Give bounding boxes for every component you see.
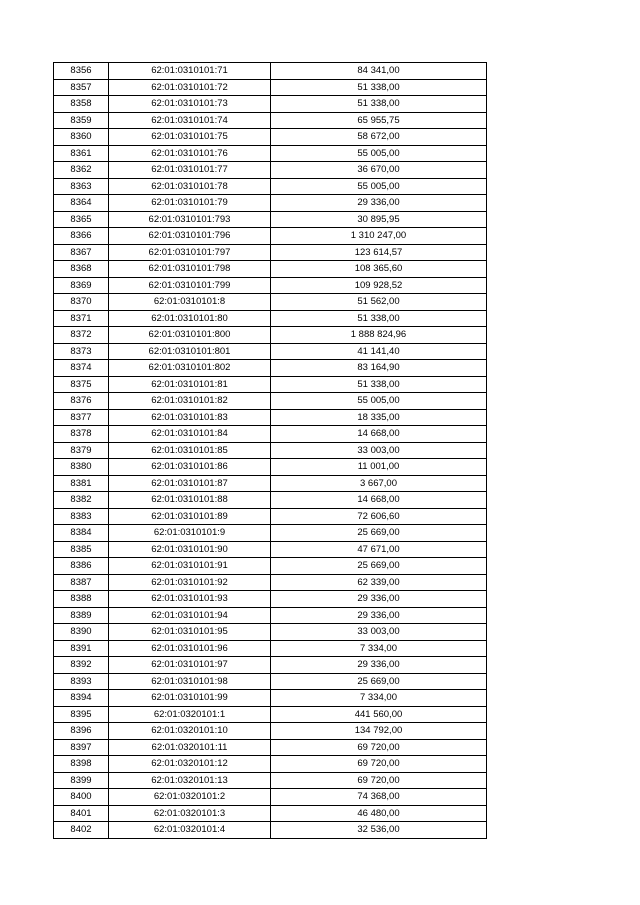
row-number-cell: 8388: [54, 591, 109, 608]
table-row: [54, 360, 487, 377]
cadastral-number-cell: 62:01:0310101:88: [109, 492, 271, 509]
cadastral-number-cell: 62:01:0310101:82: [109, 393, 271, 410]
cadastral-value-cell: 55 005,00: [271, 393, 487, 410]
cadastral-value-cell: 65 955,75: [271, 112, 487, 129]
cadastral-number-cell: 62:01:0310101:80: [109, 310, 271, 327]
table-row: [54, 723, 487, 740]
row-number-cell: 8389: [54, 607, 109, 624]
row-number-cell: 8378: [54, 426, 109, 443]
cadastral-number-cell: 62:01:0310101:86: [109, 459, 271, 476]
row-number-cell: 8381: [54, 475, 109, 492]
cadastral-value-cell: 123 614,57: [271, 244, 487, 261]
row-number-cell: 8397: [54, 739, 109, 756]
cadastral-number-cell: 62:01:0310101:8: [109, 294, 271, 311]
table-row: [54, 63, 487, 80]
row-number-cell: 8386: [54, 558, 109, 575]
row-number-cell: 8361: [54, 145, 109, 162]
cadastral-value-cell: 55 005,00: [271, 145, 487, 162]
cadastral-number-cell: 62:01:0310101:793: [109, 211, 271, 228]
cadastral-value-cell: 18 335,00: [271, 409, 487, 426]
row-number-cell: 8392: [54, 657, 109, 674]
cadastral-number-cell: 62:01:0310101:71: [109, 63, 271, 80]
cadastral-number-cell: 62:01:0310101:93: [109, 591, 271, 608]
cadastral-number-cell: 62:01:0310101:95: [109, 624, 271, 641]
table-row: [54, 96, 487, 113]
table-row: [54, 426, 487, 443]
cadastral-number-cell: 62:01:0310101:74: [109, 112, 271, 129]
cadastral-value-cell: 51 338,00: [271, 96, 487, 113]
cadastral-number-cell: 62:01:0310101:802: [109, 360, 271, 377]
row-number-cell: 8366: [54, 228, 109, 245]
row-number-cell: 8395: [54, 706, 109, 723]
row-number-cell: 8379: [54, 442, 109, 459]
cadastral-number-cell: 62:01:0320101:1: [109, 706, 271, 723]
table-row: [54, 772, 487, 789]
table-row: [54, 112, 487, 129]
row-number-cell: 8391: [54, 640, 109, 657]
cadastral-value-cell: 1 888 824,96: [271, 327, 487, 344]
table-row: [54, 789, 487, 806]
cadastral-value-cell: 7 334,00: [271, 690, 487, 707]
table-row: [54, 442, 487, 459]
cadastral-number-cell: 62:01:0310101:75: [109, 129, 271, 146]
table-row: [54, 261, 487, 278]
row-number-cell: 8375: [54, 376, 109, 393]
row-number-cell: 8367: [54, 244, 109, 261]
row-number-cell: 8365: [54, 211, 109, 228]
cadastral-number-cell: 62:01:0310101:96: [109, 640, 271, 657]
table-row: [54, 145, 487, 162]
cadastral-value-cell: 47 671,00: [271, 541, 487, 558]
row-number-cell: 8396: [54, 723, 109, 740]
row-number-cell: 8358: [54, 96, 109, 113]
table-row: [54, 294, 487, 311]
cadastral-number-cell: 62:01:0310101:77: [109, 162, 271, 179]
table-row: [54, 393, 487, 410]
table-row: [54, 624, 487, 641]
cadastral-number-cell: 62:01:0310101:800: [109, 327, 271, 344]
cadastral-number-cell: 62:01:0310101:797: [109, 244, 271, 261]
table-row: [54, 459, 487, 476]
table-row: [54, 640, 487, 657]
cadastral-value-cell: 46 480,00: [271, 805, 487, 822]
cadastral-value-cell: 14 668,00: [271, 426, 487, 443]
cadastral-value-cell: 32 536,00: [271, 822, 487, 839]
cadastral-number-cell: 62:01:0310101:83: [109, 409, 271, 426]
cadastral-number-cell: 62:01:0310101:76: [109, 145, 271, 162]
table-row: [54, 607, 487, 624]
table-row: [54, 475, 487, 492]
cadastral-value-cell: 51 338,00: [271, 376, 487, 393]
table-row: [54, 492, 487, 509]
cadastral-number-cell: 62:01:0310101:92: [109, 574, 271, 591]
cadastral-value-cell: 69 720,00: [271, 739, 487, 756]
cadastral-value-cell: 62 339,00: [271, 574, 487, 591]
row-number-cell: 8363: [54, 178, 109, 195]
table-row: [54, 195, 487, 212]
cadastral-value-cell: 33 003,00: [271, 624, 487, 641]
table-row: [54, 327, 487, 344]
table-row: [54, 244, 487, 261]
cadastral-number-cell: 62:01:0320101:2: [109, 789, 271, 806]
row-number-cell: 8360: [54, 129, 109, 146]
row-number-cell: 8373: [54, 343, 109, 360]
cadastral-value-cell: 55 005,00: [271, 178, 487, 195]
cadastral-value-cell: 51 562,00: [271, 294, 487, 311]
table-row: [54, 162, 487, 179]
row-number-cell: 8387: [54, 574, 109, 591]
cadastral-value-cell: 1 310 247,00: [271, 228, 487, 245]
cadastral-number-cell: 62:01:0310101:78: [109, 178, 271, 195]
table-row: [54, 228, 487, 245]
table-body: [54, 63, 487, 839]
cadastral-value-cell: 84 341,00: [271, 63, 487, 80]
table-row: [54, 310, 487, 327]
cadastral-value-cell: 33 003,00: [271, 442, 487, 459]
cadastral-number-cell: 62:01:0320101:13: [109, 772, 271, 789]
table-row: [54, 739, 487, 756]
row-number-cell: 8362: [54, 162, 109, 179]
row-number-cell: 8382: [54, 492, 109, 509]
cadastral-number-cell: 62:01:0310101:73: [109, 96, 271, 113]
cadastral-value-cell: 29 336,00: [271, 607, 487, 624]
cadastral-number-cell: 62:01:0310101:84: [109, 426, 271, 443]
table-row: [54, 277, 487, 294]
table-row: [54, 805, 487, 822]
table-row: [54, 673, 487, 690]
cadastral-number-cell: 62:01:0310101:94: [109, 607, 271, 624]
cadastral-number-cell: 62:01:0320101:3: [109, 805, 271, 822]
row-number-cell: 8398: [54, 756, 109, 773]
cadastral-number-cell: 62:01:0320101:4: [109, 822, 271, 839]
row-number-cell: 8393: [54, 673, 109, 690]
row-number-cell: 8376: [54, 393, 109, 410]
row-number-cell: 8390: [54, 624, 109, 641]
cadastral-number-cell: 62:01:0310101:98: [109, 673, 271, 690]
cadastral-number-cell: 62:01:0310101:79: [109, 195, 271, 212]
cadastral-number-cell: 62:01:0310101:801: [109, 343, 271, 360]
cadastral-value-table: [53, 62, 487, 839]
cadastral-value-cell: 29 336,00: [271, 591, 487, 608]
cadastral-number-cell: 62:01:0310101:87: [109, 475, 271, 492]
cadastral-number-cell: 62:01:0310101:81: [109, 376, 271, 393]
cadastral-value-cell: 72 606,60: [271, 508, 487, 525]
row-number-cell: 8384: [54, 525, 109, 542]
row-number-cell: 8364: [54, 195, 109, 212]
cadastral-value-cell: 7 334,00: [271, 640, 487, 657]
row-number-cell: 8385: [54, 541, 109, 558]
cadastral-number-cell: 62:01:0310101:97: [109, 657, 271, 674]
cadastral-value-cell: 108 365,60: [271, 261, 487, 278]
row-number-cell: 8371: [54, 310, 109, 327]
row-number-cell: 8380: [54, 459, 109, 476]
row-number-cell: 8374: [54, 360, 109, 377]
table-row: [54, 508, 487, 525]
cadastral-value-cell: 109 928,52: [271, 277, 487, 294]
row-number-cell: 8402: [54, 822, 109, 839]
cadastral-value-cell: 41 141,40: [271, 343, 487, 360]
cadastral-number-cell: 62:01:0320101:11: [109, 739, 271, 756]
cadastral-value-cell: 74 368,00: [271, 789, 487, 806]
table-row: [54, 541, 487, 558]
table-row: [54, 409, 487, 426]
row-number-cell: 8359: [54, 112, 109, 129]
row-number-cell: 8356: [54, 63, 109, 80]
cadastral-value-cell: 29 336,00: [271, 195, 487, 212]
row-number-cell: 8401: [54, 805, 109, 822]
cadastral-number-cell: 62:01:0310101:85: [109, 442, 271, 459]
table-row: [54, 756, 487, 773]
table-row: [54, 657, 487, 674]
cadastral-number-cell: 62:01:0310101:99: [109, 690, 271, 707]
cadastral-value-cell: 3 667,00: [271, 475, 487, 492]
cadastral-value-cell: 58 672,00: [271, 129, 487, 146]
cadastral-value-cell: 51 338,00: [271, 79, 487, 96]
cadastral-value-cell: 11 001,00: [271, 459, 487, 476]
row-number-cell: 8368: [54, 261, 109, 278]
cadastral-number-cell: 62:01:0310101:9: [109, 525, 271, 542]
cadastral-number-cell: 62:01:0320101:10: [109, 723, 271, 740]
table-row: [54, 574, 487, 591]
cadastral-value-cell: 83 164,90: [271, 360, 487, 377]
cadastral-number-cell: 62:01:0310101:72: [109, 79, 271, 96]
row-number-cell: 8394: [54, 690, 109, 707]
cadastral-number-cell: 62:01:0310101:796: [109, 228, 271, 245]
cadastral-value-cell: 441 560,00: [271, 706, 487, 723]
row-number-cell: 8383: [54, 508, 109, 525]
table-row: [54, 129, 487, 146]
cadastral-number-cell: 62:01:0310101:91: [109, 558, 271, 575]
cadastral-number-cell: 62:01:0310101:90: [109, 541, 271, 558]
row-number-cell: 8357: [54, 79, 109, 96]
row-number-cell: 8377: [54, 409, 109, 426]
table-row: [54, 525, 487, 542]
cadastral-value-cell: 134 792,00: [271, 723, 487, 740]
table-row: [54, 558, 487, 575]
row-number-cell: 8369: [54, 277, 109, 294]
cadastral-value-cell: 30 895,95: [271, 211, 487, 228]
table-row: [54, 591, 487, 608]
table-row: [54, 376, 487, 393]
table-row: [54, 178, 487, 195]
row-number-cell: 8370: [54, 294, 109, 311]
cadastral-number-cell: 62:01:0310101:89: [109, 508, 271, 525]
cadastral-value-cell: 25 669,00: [271, 673, 487, 690]
table-row: [54, 343, 487, 360]
cadastral-value-cell: 25 669,00: [271, 525, 487, 542]
row-number-cell: 8400: [54, 789, 109, 806]
cadastral-number-cell: 62:01:0320101:12: [109, 756, 271, 773]
cadastral-value-cell: 36 670,00: [271, 162, 487, 179]
cadastral-value-cell: 14 668,00: [271, 492, 487, 509]
cadastral-value-cell: 29 336,00: [271, 657, 487, 674]
cadastral-number-cell: 62:01:0310101:799: [109, 277, 271, 294]
table-row: [54, 706, 487, 723]
table-row: [54, 822, 487, 839]
table-row: [54, 690, 487, 707]
cadastral-value-cell: 69 720,00: [271, 772, 487, 789]
table-row: [54, 211, 487, 228]
cadastral-number-cell: 62:01:0310101:798: [109, 261, 271, 278]
cadastral-value-cell: 25 669,00: [271, 558, 487, 575]
row-number-cell: 8399: [54, 772, 109, 789]
cadastral-value-cell: 69 720,00: [271, 756, 487, 773]
cadastral-value-cell: 51 338,00: [271, 310, 487, 327]
table-row: [54, 79, 487, 96]
row-number-cell: 8372: [54, 327, 109, 344]
